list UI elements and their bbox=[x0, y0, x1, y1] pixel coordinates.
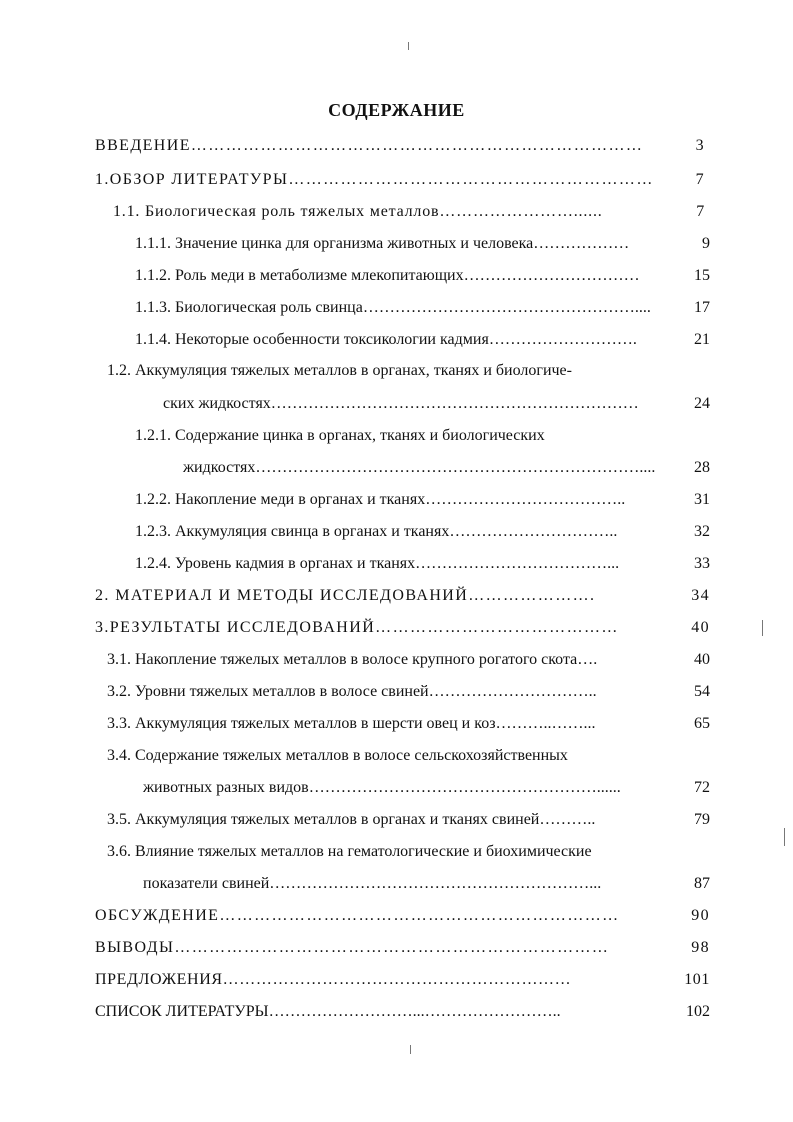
toc-entry-text: ВВЕДЕНИЕ bbox=[95, 137, 191, 154]
toc-leader: ……………………………………………………… bbox=[222, 971, 572, 988]
toc-leader: ……………………………………………………... bbox=[269, 875, 602, 892]
toc-page-number: 102 bbox=[686, 1003, 710, 1020]
toc-page-number: 9 bbox=[702, 235, 710, 252]
toc-page-number: 32 bbox=[694, 523, 710, 540]
toc-page-number: 101 bbox=[684, 971, 710, 988]
toc-entry bbox=[95, 1001, 710, 1023]
toc-entry-text: 1.1.1. Значение цинка для организма животных и человека bbox=[135, 235, 534, 252]
toc-entry-text: 1.1.2. Роль меди в метаболизме млекопитающих bbox=[135, 267, 464, 284]
toc-page-number: 7 bbox=[695, 171, 705, 188]
toc-entry bbox=[95, 905, 710, 927]
toc-entry-text: 3.4. Содержание тяжелых металлов в волосе сельскохозяйственных bbox=[107, 747, 568, 764]
toc-entry-text: 1.2.2. Накопление меди в органах и тканях bbox=[135, 491, 426, 508]
toc-page-number: 79 bbox=[694, 811, 710, 828]
toc-page-number: 72 bbox=[694, 779, 710, 796]
toc-entry bbox=[107, 841, 710, 863]
toc-entry bbox=[95, 937, 710, 959]
toc-entry-text: 1.2.1. Содержание цинка в органах, тканях и биологических bbox=[135, 427, 545, 444]
toc-leader: ………………………...…………………….. bbox=[268, 1003, 561, 1020]
scan-artifact-mark bbox=[784, 828, 785, 846]
toc-entry bbox=[95, 585, 710, 607]
toc-entry-text: 1.2. Аккумуляция тяжелых металлов в органах, тканях и биологиче- bbox=[107, 362, 572, 379]
toc-page-number: 15 bbox=[694, 267, 710, 284]
toc-entry-text: ПРЕДЛОЖЕНИЯ bbox=[95, 971, 223, 988]
toc-entry-text: 3.1. Накопление тяжелых металлов в волосе крупного рогатого скота bbox=[107, 651, 578, 668]
toc-entry bbox=[95, 617, 710, 639]
toc-entry bbox=[107, 360, 710, 382]
toc-leader: …………………………………………………………… bbox=[270, 395, 639, 412]
toc-leader: ……………………………………………………………….... bbox=[255, 459, 656, 476]
toc-entry bbox=[95, 969, 710, 991]
toc-leader: …………………. bbox=[468, 587, 596, 604]
toc-entry-text: 1.1.3. Биологическая роль свинца bbox=[135, 299, 363, 316]
page-title: СОДЕРЖАНИЕ bbox=[328, 100, 465, 120]
toc-entry bbox=[107, 745, 710, 767]
toc-entry-text: животных разных видов bbox=[143, 779, 309, 796]
toc-page-number: 40 bbox=[691, 619, 710, 636]
toc-leader: ………..……... bbox=[495, 715, 596, 732]
toc-entry bbox=[135, 297, 710, 319]
toc-leader: ………………………. bbox=[488, 331, 637, 348]
toc-page-number: 3 bbox=[695, 137, 705, 154]
toc-entry-text: 1.1.4. Некоторые особенности токсикологии кадмия bbox=[135, 331, 489, 348]
toc-entry-text: ских жидкостях bbox=[163, 395, 271, 412]
toc-entry-text: 3.3. Аккумуляция тяжелых металлов в шерсти овец и коз bbox=[107, 715, 496, 732]
toc-entry-text: ВЫВОДЫ bbox=[95, 939, 175, 956]
toc-entry bbox=[135, 489, 710, 511]
toc-entry-text: 1.ОБЗОР ЛИТЕРАТУРЫ bbox=[95, 171, 289, 188]
scan-artifact-mark bbox=[410, 1045, 411, 1054]
toc-entry bbox=[95, 135, 705, 157]
toc-leader: …………………………………………………………… bbox=[219, 907, 620, 924]
toc-page-number: 21 bbox=[694, 331, 710, 348]
toc-entry bbox=[107, 649, 710, 671]
toc-entry bbox=[107, 809, 710, 831]
toc-page-number: 24 bbox=[694, 395, 710, 412]
toc-leader: ……….. bbox=[539, 811, 596, 828]
toc-leader: ………………………….. bbox=[428, 683, 597, 700]
toc-page-number: 40 bbox=[694, 651, 710, 668]
scan-artifact-mark bbox=[762, 620, 763, 636]
toc-entry bbox=[95, 169, 705, 191]
toc-entry bbox=[135, 233, 710, 255]
toc-entry-text: 3.РЕЗУЛЬТАТЫ ИССЛЕДОВАНИЙ bbox=[95, 619, 376, 636]
toc-page-number: 31 bbox=[694, 491, 710, 508]
toc-leader: ………………………….. bbox=[449, 523, 618, 540]
toc-entry bbox=[135, 265, 710, 287]
toc-entry-text: 3.6. Влияние тяжелых металлов на гематологические и биохимические bbox=[107, 843, 592, 860]
toc-leader: …………………………… bbox=[463, 267, 640, 284]
toc-entry-text: ОБСУЖДЕНИЕ bbox=[95, 907, 220, 924]
toc-entry bbox=[135, 425, 710, 447]
toc-entry-text: жидкостях bbox=[183, 459, 256, 476]
toc-entry bbox=[107, 713, 710, 735]
toc-entry-text: 3.2. Уровни тяжелых металлов в волосе свиней bbox=[107, 683, 429, 700]
toc-entry-text: 1.2.4. Уровень кадмия в органах и тканях bbox=[135, 555, 416, 572]
toc-page-number: 28 bbox=[694, 459, 710, 476]
toc-leader: …………………………………………….... bbox=[362, 299, 651, 316]
toc-page-number: 87 bbox=[694, 875, 710, 892]
toc-page-number: 34 bbox=[691, 587, 710, 604]
scan-artifact-mark bbox=[408, 42, 409, 50]
toc-entry bbox=[163, 393, 710, 415]
toc-entry bbox=[143, 873, 710, 895]
toc-leader: ………………………………………………………………… bbox=[174, 939, 610, 956]
toc-page-number: 98 bbox=[691, 939, 710, 956]
toc-entry bbox=[135, 521, 710, 543]
toc-leader: ………………………………………………...... bbox=[308, 779, 621, 796]
toc-entry bbox=[113, 201, 705, 223]
toc-entry-text: 2. МАТЕРИАЛ И МЕТОДЫ ИССЛЕДОВАНИЙ bbox=[95, 587, 469, 604]
toc-leader: ……………………………………………………… bbox=[288, 171, 654, 188]
toc-entry-text: 1.1. Биологическая роль тяжелых металлов bbox=[113, 203, 440, 220]
toc-leader: …. bbox=[577, 651, 598, 668]
toc-entry bbox=[107, 681, 710, 703]
toc-page-number: 33 bbox=[694, 555, 710, 572]
toc-leader: ……………………………….. bbox=[425, 491, 626, 508]
toc-leader: …………………………………… bbox=[375, 619, 619, 636]
toc-entry bbox=[135, 329, 710, 351]
toc-page-number: 54 bbox=[694, 683, 710, 700]
toc-page-number: 7 bbox=[696, 203, 705, 220]
toc-entry-text: показатели свиней bbox=[143, 875, 270, 892]
toc-leader: ………………………………... bbox=[415, 555, 620, 572]
toc-page-number: 90 bbox=[691, 907, 710, 924]
toc-entry bbox=[183, 457, 710, 479]
toc-entry-text: 1.2.3. Аккумуляция свинца в органах и тканях bbox=[135, 523, 450, 540]
toc-page-number: 17 bbox=[694, 299, 710, 316]
toc-leader: …………………………………………………………………… bbox=[190, 137, 644, 154]
toc-leader: ……………………...... bbox=[439, 203, 603, 220]
toc-leader: ……………… bbox=[533, 235, 630, 252]
toc-entry bbox=[135, 553, 710, 575]
toc-entry-text: СПИСОК ЛИТЕРАТУРЫ bbox=[95, 1003, 269, 1020]
toc-entry-text: 3.5. Аккумуляция тяжелых металлов в органах и тканях свиней bbox=[107, 811, 540, 828]
toc-page-number: 65 bbox=[694, 715, 710, 732]
toc-entry bbox=[143, 777, 710, 799]
